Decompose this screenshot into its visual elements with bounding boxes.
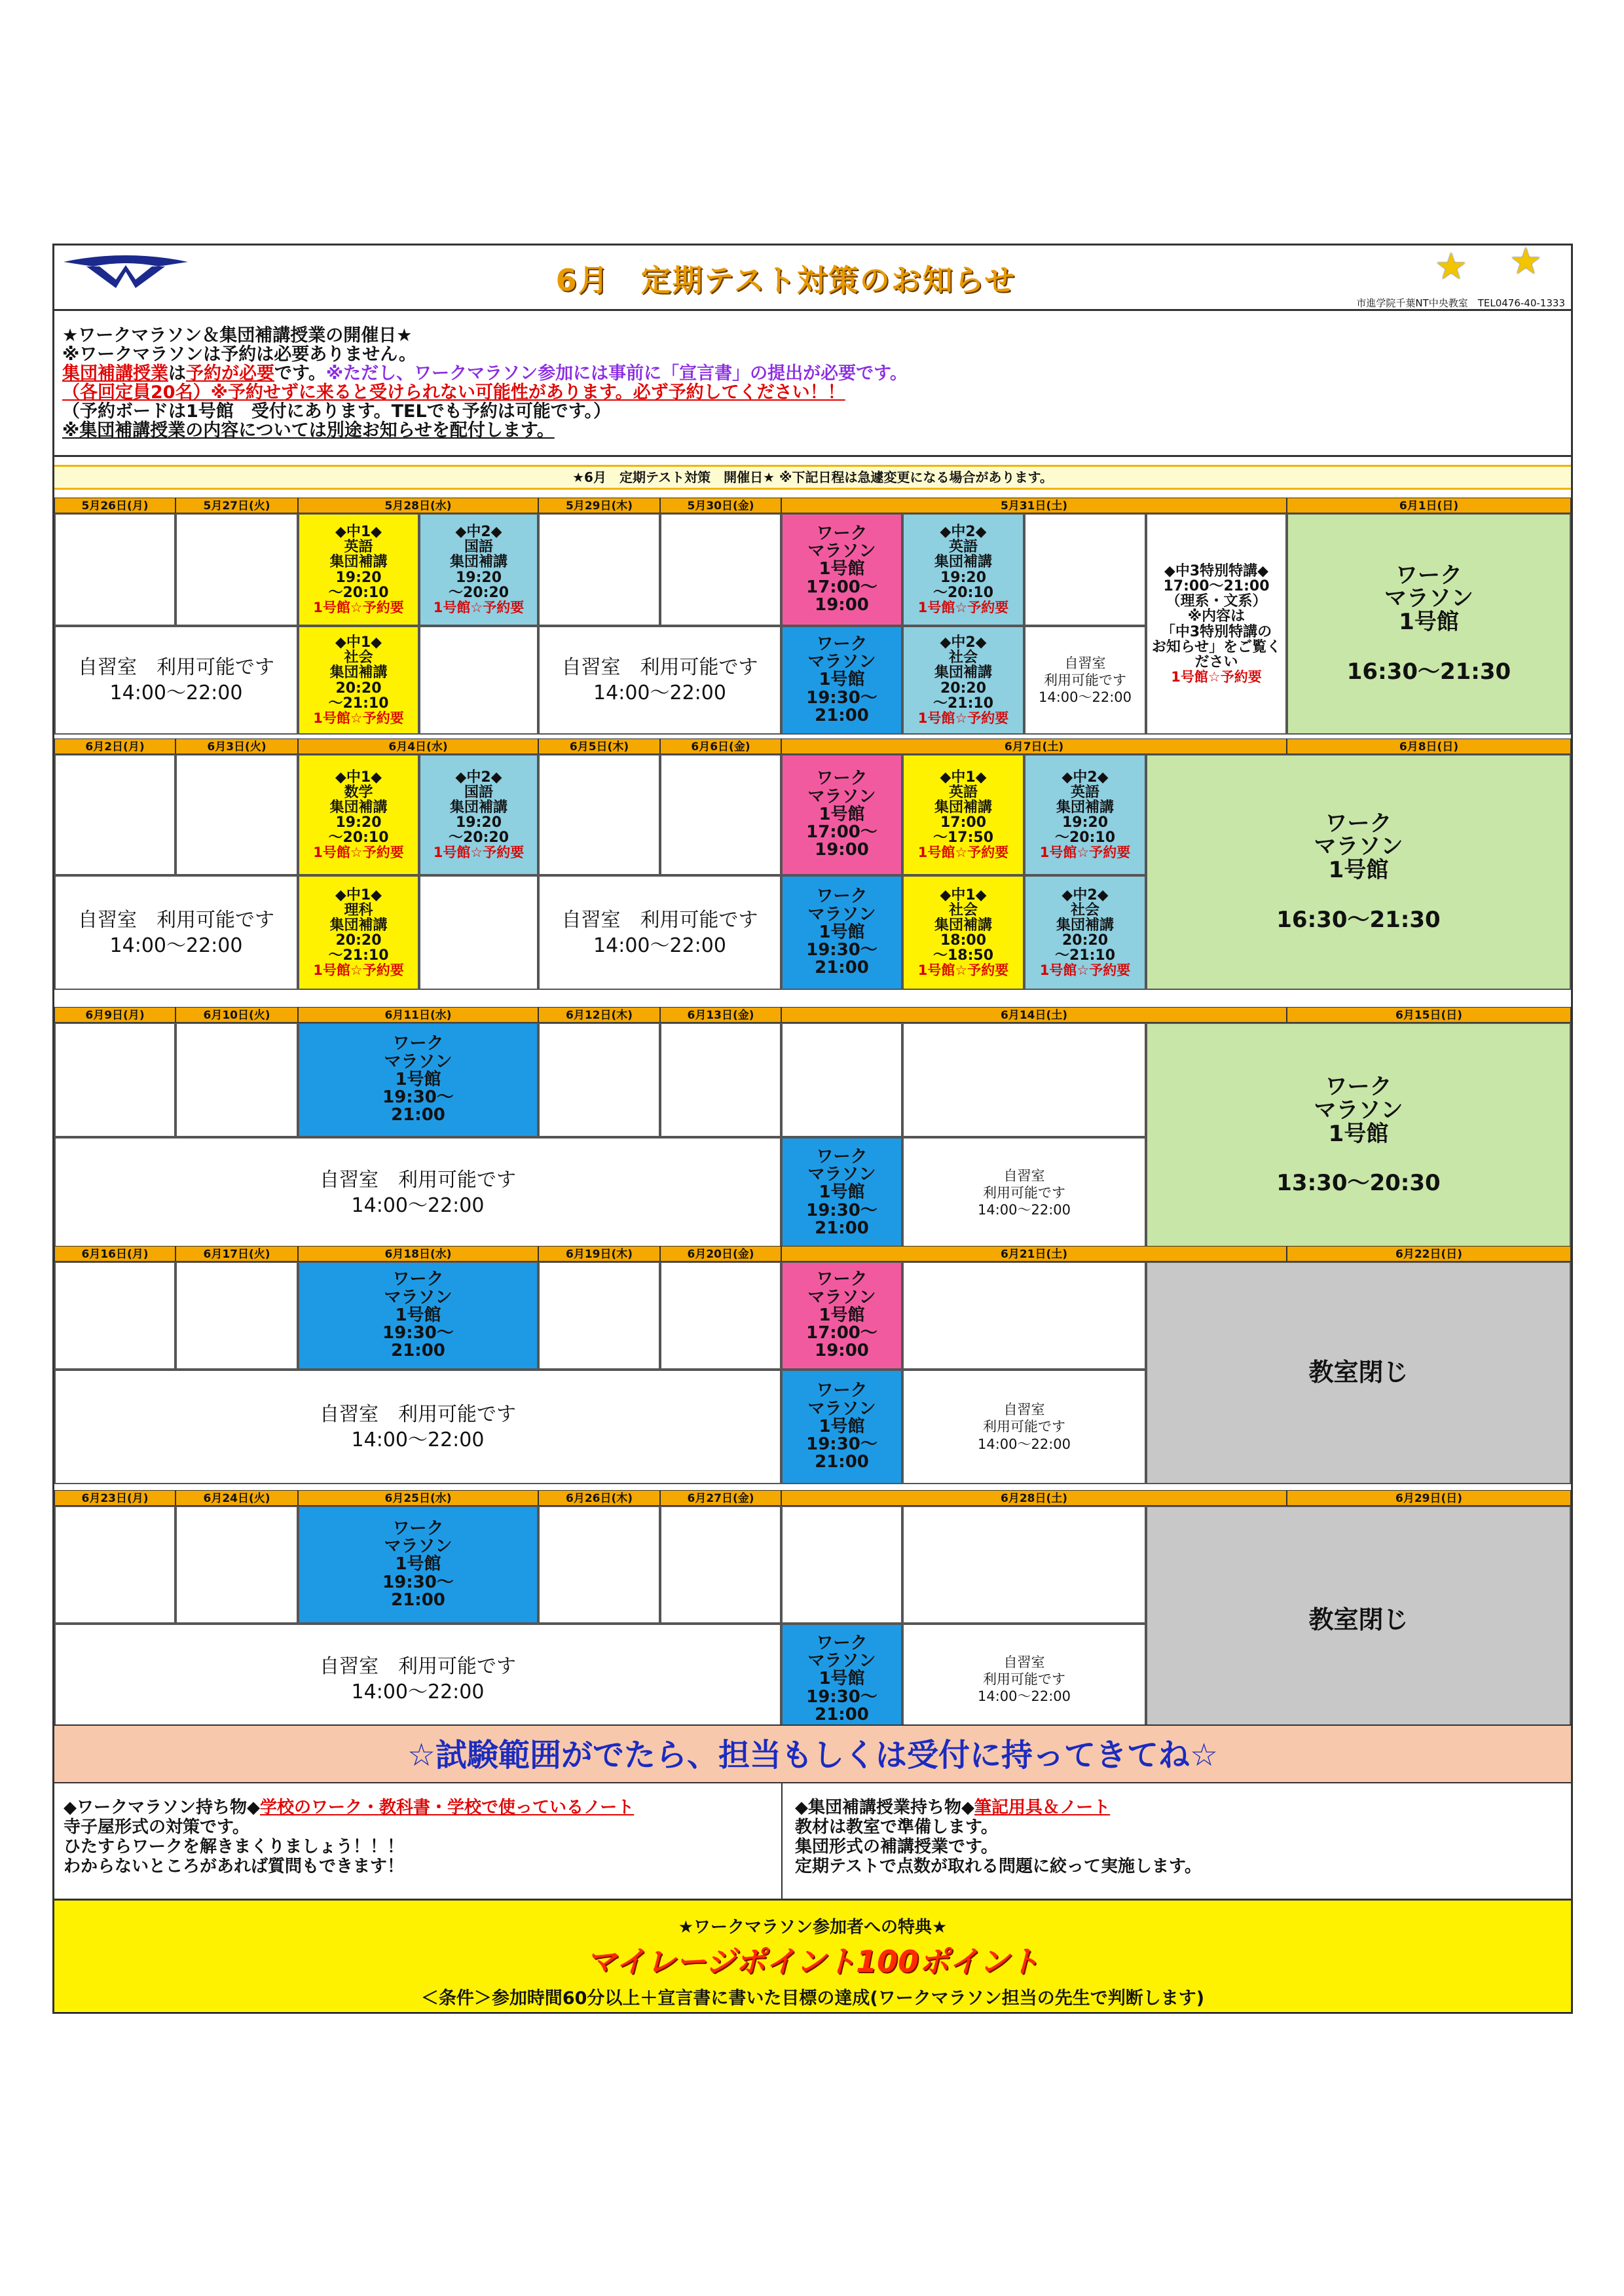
day-header: 6月7日(土): [781, 738, 1287, 754]
notice-line: ★ワークマラソン＆集団補講授業の開催日★: [62, 325, 413, 346]
class-grade: ◆中2◆: [940, 524, 987, 541]
event-time: 16:30～21:30: [1276, 906, 1441, 933]
empty-cell: [902, 1262, 1146, 1370]
jishu-label: 自習室 利用可能です: [320, 1169, 516, 1192]
day-header: 6月21日(土): [781, 1246, 1287, 1262]
day-header: 6月6日(金): [660, 738, 781, 754]
page-title: 6月 定期テスト対策のお知らせ: [555, 263, 1016, 298]
day-header: 6月22日(日): [1287, 1246, 1571, 1262]
class-time: 19:20: [335, 814, 382, 831]
jishu-label: 利用可能です: [983, 1184, 1065, 1201]
notice-line: ※ワークマラソンは予約は必要ありません。: [62, 344, 416, 365]
jishu-cell: [54, 1137, 781, 1248]
reserve-note: 1号館☆予約要: [917, 710, 1009, 726]
jishu-cell: [54, 1624, 781, 1735]
closed-label: 教室閉じ: [1308, 1605, 1409, 1635]
event-text: 1号館: [395, 1069, 441, 1089]
special-note: お知らせ」をご覧く: [1151, 638, 1282, 655]
work-marathon-cell: [1146, 754, 1571, 990]
notice-line: （各回定員20名）※予約せずに来ると受けられない可能性があります。必ず予約してください！！: [62, 382, 845, 403]
event-time: 21:00: [391, 1590, 445, 1610]
empty-cell: [660, 754, 781, 875]
reserve-note: 1号館☆予約要: [917, 845, 1009, 861]
jishu-label: 自習室 利用可能です: [320, 1655, 516, 1678]
empty-cell: [781, 1506, 902, 1624]
class-time: ～20:10: [932, 584, 994, 601]
class-type: 集団補講: [1056, 917, 1114, 934]
event-text: マラソン: [1314, 1097, 1403, 1123]
jishu-time: 14:00～22:00: [977, 1688, 1071, 1705]
class-grade: ◆中2◆: [940, 634, 987, 651]
event-time: 19:30～: [382, 1087, 454, 1108]
event-time: 17:00～: [806, 822, 877, 843]
work-marathon-cell: [781, 1262, 902, 1370]
event-text: ワーク: [816, 1269, 868, 1290]
event-text: ワーク: [816, 523, 868, 543]
class-type: 集団補講: [449, 799, 507, 816]
event-text: ワーク: [816, 769, 868, 789]
day-header: 5月29日(木): [538, 498, 660, 513]
reserve-note: 1号館☆予約要: [313, 962, 404, 979]
class-subject: 社会: [1070, 902, 1099, 919]
event-time: 19:30～: [382, 1323, 454, 1343]
reserve-note: 1号館☆予約要: [313, 599, 404, 615]
empty-cell: [538, 1506, 660, 1624]
jishu-label: 自習室: [1003, 1654, 1045, 1670]
class-subject: 社会: [948, 902, 978, 919]
jishu-time: 14:00～22:00: [351, 1428, 485, 1451]
star-mascot-icon: ★: [1509, 240, 1543, 283]
class-time: ～21:10: [328, 695, 389, 712]
event-text: ワーク: [1325, 1074, 1392, 1101]
event-text: マラソン: [807, 1287, 876, 1307]
day-header: 6月12日(木): [538, 1007, 660, 1023]
class-time: 19:20: [455, 814, 502, 831]
class-time: ～20:10: [1054, 829, 1116, 847]
event-time: 21:00: [815, 1704, 869, 1724]
event-text: マラソン: [807, 541, 876, 562]
class-time: 19:20: [940, 569, 987, 586]
jishu-cell: [538, 875, 781, 990]
empty-cell: [54, 1506, 175, 1624]
notice-line: （予約ボードは1号館 受付にあります。TELでも予約は可能です。）: [62, 401, 612, 422]
group-class-cell: [902, 626, 1024, 735]
event-text: マラソン: [1384, 585, 1473, 612]
empty-cell: [419, 626, 538, 735]
event-text: マラソン: [807, 786, 876, 807]
class-time: ～20:10: [328, 829, 389, 847]
class-grade: ◆中1◆: [335, 634, 382, 651]
event-text: ワーク: [392, 1269, 444, 1290]
class-type: 集団補講: [449, 554, 507, 571]
class-grade: ◆中1◆: [335, 886, 382, 903]
class-subject: 英語: [1070, 784, 1099, 801]
jishu-cell: [902, 1137, 1146, 1248]
reserve-note: 1号館☆予約要: [313, 845, 404, 861]
event-time: 19:30～: [806, 1434, 877, 1455]
jishu-cell: [54, 1370, 781, 1484]
class-grade: ◆中1◆: [940, 886, 987, 903]
jishu-cell: [902, 1624, 1146, 1735]
event-text: ワーク: [816, 1633, 868, 1653]
day-header: 6月16日(月): [54, 1246, 175, 1262]
group-class-cell: [419, 513, 538, 626]
class-type: 集団補講: [934, 665, 992, 682]
empty-cell: [660, 1023, 781, 1137]
event-time: 21:00: [391, 1341, 445, 1361]
notice-line: ※集団補講授業の内容については別途お知らせを配付します。: [62, 420, 555, 441]
reserve-note: 1号館☆予約要: [1039, 845, 1131, 861]
class-type: 集団補講: [329, 917, 388, 934]
jishu-time: 14:00～22:00: [977, 1202, 1071, 1218]
day-header: 6月24日(火): [175, 1490, 298, 1506]
special-note: ※内容は: [1187, 608, 1246, 625]
jishu-label: 自習室 利用可能です: [561, 656, 758, 679]
empty-cell: [419, 875, 538, 990]
schedule-banner: ★6月 定期テスト対策 開催日★ ※下記日程は急遽変更になる場合があります。: [54, 465, 1571, 490]
group-class-cell: [298, 513, 419, 626]
class-grade: ◆中1◆: [335, 769, 382, 786]
day-header: 5月31日(土): [781, 498, 1287, 513]
empty-cell: [660, 1262, 781, 1370]
class-subject: 理科: [344, 902, 373, 919]
event-time: 21:00: [815, 1452, 869, 1472]
notice-line: 集団補講授業は予約が必要です。※ただし、ワークマラソン参加には事前に「宣言書」の提出が必要です。: [62, 363, 908, 384]
empty-cell: [538, 513, 660, 626]
work-marathon-cell: [1146, 1023, 1571, 1248]
jishu-time: 14:00～22:00: [593, 682, 726, 704]
class-subject: 国語: [464, 784, 493, 801]
jishu-cell: [902, 1370, 1146, 1484]
empty-cell: [538, 1262, 660, 1370]
class-time: 18:00: [940, 932, 987, 949]
class-type: 集団補講: [934, 554, 992, 571]
class-time: 20:20: [335, 932, 382, 949]
closed-cell: [1146, 1262, 1571, 1484]
day-header: 6月25日(水): [298, 1490, 538, 1506]
group-class-cell: [298, 875, 419, 990]
event-time: 17:00～: [806, 577, 877, 597]
event-text: ワーク: [392, 1518, 444, 1539]
jishu-label: 自習室: [1064, 655, 1106, 671]
empty-cell: [54, 1023, 175, 1137]
event-text: マラソン: [807, 1165, 876, 1185]
divider: [781, 1783, 783, 1899]
class-grade: ◆中2◆: [455, 524, 502, 541]
class-subject: 英語: [948, 539, 978, 556]
event-text: 1号館: [1328, 1120, 1389, 1147]
reserve-note: 1号館☆予約要: [1039, 962, 1131, 979]
class-type: 集団補講: [329, 799, 388, 816]
special-title: ◆中3特別特講◆: [1164, 563, 1269, 580]
group-class-cell: [902, 513, 1024, 626]
work-marathon-cell: [298, 1506, 538, 1624]
notice-section: [54, 313, 1571, 457]
class-time: 20:20: [335, 680, 382, 697]
work-marathon-cell: [1287, 513, 1571, 735]
day-header: 6月17日(火): [175, 1246, 298, 1262]
group-class-cell: [298, 754, 419, 875]
event-text: マラソン: [807, 1651, 876, 1671]
work-marathon-cell: [781, 1624, 902, 1735]
empty-cell: [902, 1506, 1146, 1624]
work-marathon-cell: [781, 754, 902, 875]
event-text: 1号館: [819, 922, 865, 942]
jishu-cell: [1024, 626, 1146, 735]
class-subject: 英語: [344, 539, 373, 556]
group-class-items: ◆集団補講授業持ち物◆筆記用具＆ノート 教材は教室で準備します。 集団形式の補講授業です。 定期テストで点数が取れる問題に絞って実施します。: [795, 1798, 1202, 1876]
class-time: 17:00: [940, 814, 987, 831]
class-subject: 数学: [344, 784, 373, 801]
class-time: ～17:50: [932, 829, 994, 847]
event-time: 19:00: [815, 840, 869, 860]
class-time: ～20:10: [328, 584, 389, 601]
day-header: 6月3日(火): [175, 738, 298, 754]
reserve-note: 1号館☆予約要: [917, 962, 1009, 979]
day-header: 6月26日(木): [538, 1490, 660, 1506]
closed-cell: [1146, 1506, 1571, 1735]
work-marathon-cell: [781, 626, 902, 735]
event-text: 1号館: [1399, 609, 1459, 635]
event-text: ワーク: [1395, 562, 1462, 589]
day-header: 6月13日(金): [660, 1007, 781, 1023]
class-grade: ◆中2◆: [1061, 769, 1109, 786]
jishu-label: 利用可能です: [983, 1419, 1065, 1435]
class-subject: 社会: [948, 649, 978, 666]
mileage-section: ★ワークマラソン参加者への特典★ マイレージポイント100ポイント ＜条件＞参加時間60分以上＋宣言書に書いた目標の達成(ワークマラソン担当の先生で判断します): [54, 1899, 1571, 2011]
event-text: 1号館: [819, 1669, 865, 1689]
work-marathon-cell: [781, 1137, 902, 1248]
day-header: 6月15日(日): [1287, 1007, 1571, 1023]
work-marathon-cell: [298, 1023, 538, 1137]
jishu-label: 自習室 利用可能です: [561, 908, 758, 932]
day-header: 6月5日(木): [538, 738, 660, 754]
event-time: 13:30～20:30: [1276, 1170, 1441, 1197]
day-header: 5月26日(月): [54, 498, 175, 513]
jishu-label: 自習室: [1003, 1402, 1045, 1418]
special-note: （理系・文系）: [1166, 593, 1267, 610]
empty-cell: [54, 513, 175, 626]
class-time: 20:20: [940, 680, 987, 697]
closed-label: 教室閉じ: [1308, 1358, 1409, 1387]
event-text: ワーク: [816, 1381, 868, 1401]
jishu-label: 利用可能です: [1044, 672, 1126, 688]
class-subject: 社会: [344, 649, 373, 666]
jishu-label: 自習室 利用可能です: [78, 908, 274, 932]
jishu-time: 14:00～22:00: [351, 1681, 485, 1704]
class-subject: 英語: [948, 784, 978, 801]
day-header: 6月8日(日): [1287, 738, 1571, 754]
exam-range-banner: ☆試験範囲がでたら、担当もしくは受付に持ってきてね☆: [54, 1724, 1571, 1783]
day-header: 6月19日(木): [538, 1246, 660, 1262]
class-grade: ◆中1◆: [940, 769, 987, 786]
event-time: 19:30～: [382, 1572, 454, 1592]
empty-cell: [902, 1023, 1146, 1137]
event-time: 19:00: [815, 1341, 869, 1361]
event-time: 21:00: [815, 1218, 869, 1238]
day-header: 6月20日(金): [660, 1246, 781, 1262]
empty-cell: [781, 1023, 902, 1137]
jishu-time: 14:00～22:00: [109, 934, 243, 957]
reserve-note: 1号館☆予約要: [1171, 668, 1262, 685]
jishu-time: 14:00～22:00: [977, 1436, 1071, 1452]
work-marathon-cell: [781, 513, 902, 626]
class-type: 集団補講: [934, 799, 992, 816]
event-text: 1号館: [819, 670, 865, 690]
empty-cell: [1024, 513, 1146, 626]
special-class-cell: [1146, 513, 1287, 735]
class-time: ～20:20: [448, 829, 509, 847]
empty-cell: [538, 1023, 660, 1137]
group-class-cell: [419, 754, 538, 875]
event-text: マラソン: [384, 1051, 452, 1072]
jishu-cell: [54, 875, 298, 990]
class-time: 19:20: [335, 569, 382, 586]
event-time: 16:30～21:30: [1346, 658, 1511, 685]
event-text: ワーク: [392, 1034, 444, 1054]
event-time: 19:30～: [806, 1686, 877, 1707]
day-header: 6月1日(日): [1287, 498, 1571, 513]
class-type: 集団補講: [329, 554, 388, 571]
day-header: 6月18日(水): [298, 1246, 538, 1262]
group-class-cell: [902, 754, 1024, 875]
group-class-cell: [298, 626, 419, 735]
event-text: 1号館: [395, 1554, 441, 1575]
jishu-cell: [54, 626, 298, 735]
jishu-label: 利用可能です: [983, 1671, 1065, 1687]
day-header: 5月27日(火): [175, 498, 298, 513]
day-header: 6月23日(月): [54, 1490, 175, 1506]
class-time: 19:20: [1061, 814, 1109, 831]
work-marathon-cell: [781, 1370, 902, 1484]
special-note: ださい: [1194, 653, 1238, 670]
jishu-time: 14:00～22:00: [109, 682, 243, 704]
event-text: 1号館: [395, 1305, 441, 1325]
day-header: 6月14日(土): [781, 1007, 1287, 1023]
event-text: マラソン: [1314, 833, 1403, 860]
class-time: ～21:10: [328, 947, 389, 964]
group-class-cell: [1024, 875, 1146, 990]
work-marathon-cell: [781, 875, 902, 990]
empty-cell: [660, 513, 781, 626]
special-note: 「中3特別特講の: [1160, 623, 1272, 640]
reserve-note: 1号館☆予約要: [433, 599, 525, 615]
empty-cell: [54, 754, 175, 875]
jishu-time: 14:00～22:00: [593, 934, 726, 957]
event-text: 1号館: [819, 1416, 865, 1436]
jishu-time: 14:00～22:00: [351, 1194, 485, 1217]
event-text: マラソン: [384, 1287, 452, 1307]
group-class-cell: [1024, 754, 1146, 875]
class-subject: 国語: [464, 539, 493, 556]
empty-cell: [660, 1506, 781, 1624]
event-text: ワーク: [816, 634, 868, 654]
jishu-time: 14:00～22:00: [1038, 689, 1132, 706]
class-time: ～21:10: [1054, 947, 1116, 964]
event-text: ワーク: [1325, 810, 1392, 837]
class-grade: ◆中1◆: [335, 524, 382, 541]
day-header: 6月11日(水): [298, 1007, 538, 1023]
class-grade: ◆中2◆: [455, 769, 502, 786]
event-text: 1号館: [1328, 857, 1389, 883]
class-time: 19:20: [455, 569, 502, 586]
empty-cell: [54, 1262, 175, 1370]
day-header: 6月10日(火): [175, 1007, 298, 1023]
event-text: ワーク: [816, 1146, 868, 1167]
event-text: 1号館: [819, 804, 865, 824]
event-time: 21:00: [815, 958, 869, 978]
jishu-label: 自習室: [1003, 1167, 1045, 1184]
empty-cell: [175, 513, 298, 626]
empty-cell: [175, 1023, 298, 1137]
day-header: 6月27日(金): [660, 1490, 781, 1506]
event-time: 19:30～: [806, 940, 877, 960]
jishu-cell: [538, 626, 781, 735]
class-time: ～21:10: [932, 695, 994, 712]
day-header: 6月4日(水): [298, 738, 538, 754]
event-time: 17:00～: [806, 1323, 877, 1343]
empty-cell: [538, 754, 660, 875]
star-mascot-icon: ★: [1434, 246, 1468, 288]
day-header: 6月29日(日): [1287, 1490, 1571, 1506]
day-header: 5月30日(金): [660, 498, 781, 513]
event-text: 1号館: [819, 559, 865, 579]
school-logo-icon: [60, 252, 191, 291]
class-time: ～20:20: [448, 584, 509, 601]
event-text: 1号館: [819, 1182, 865, 1203]
event-text: 1号館: [819, 1305, 865, 1325]
day-header: 6月9日(月): [54, 1007, 175, 1023]
empty-cell: [175, 1506, 298, 1624]
empty-cell: [175, 754, 298, 875]
empty-cell: [175, 1262, 298, 1370]
special-time: 17:00～21:00: [1163, 578, 1270, 595]
event-time: 19:00: [815, 594, 869, 615]
reserve-note: 1号館☆予約要: [433, 845, 525, 861]
class-time: ～18:50: [932, 947, 994, 964]
event-time: 21:00: [815, 705, 869, 725]
event-text: マラソン: [807, 1398, 876, 1419]
reserve-note: 1号館☆予約要: [313, 710, 404, 726]
jishu-label: 自習室 利用可能です: [78, 656, 274, 679]
class-type: 集団補講: [329, 665, 388, 682]
work-marathon-cell: [298, 1262, 538, 1370]
class-type: 集団補講: [1056, 799, 1114, 816]
reserve-note: 1号館☆予約要: [917, 599, 1009, 615]
day-header: 6月28日(土): [781, 1490, 1287, 1506]
work-marathon-items: ◆ワークマラソン持ち物◆学校のワーク・教科書・学校で使っているノート 寺子屋形式の対策です。 ひたすらワークを解きまくりましょう！！！ わからないところがあれば質問もできます！: [64, 1798, 635, 1876]
class-type: 集団補講: [934, 917, 992, 934]
jishu-label: 自習室 利用可能です: [320, 1402, 516, 1426]
day-header: 5月28日(水): [298, 498, 538, 513]
event-text: ワーク: [816, 886, 868, 907]
day-header: 6月2日(月): [54, 738, 175, 754]
event-time: 21:00: [391, 1105, 445, 1125]
group-class-cell: [902, 875, 1024, 990]
event-text: マラソン: [384, 1537, 452, 1557]
contact-info: 市進学院千葉NT中央教室 TEL0476-40-1333: [1356, 297, 1565, 309]
event-time: 19:30～: [806, 687, 877, 708]
event-text: マラソン: [807, 904, 876, 924]
event-time: 19:30～: [806, 1200, 877, 1220]
class-grade: ◆中2◆: [1061, 886, 1109, 903]
event-text: マラソン: [807, 652, 876, 672]
class-time: 20:20: [1061, 932, 1109, 949]
